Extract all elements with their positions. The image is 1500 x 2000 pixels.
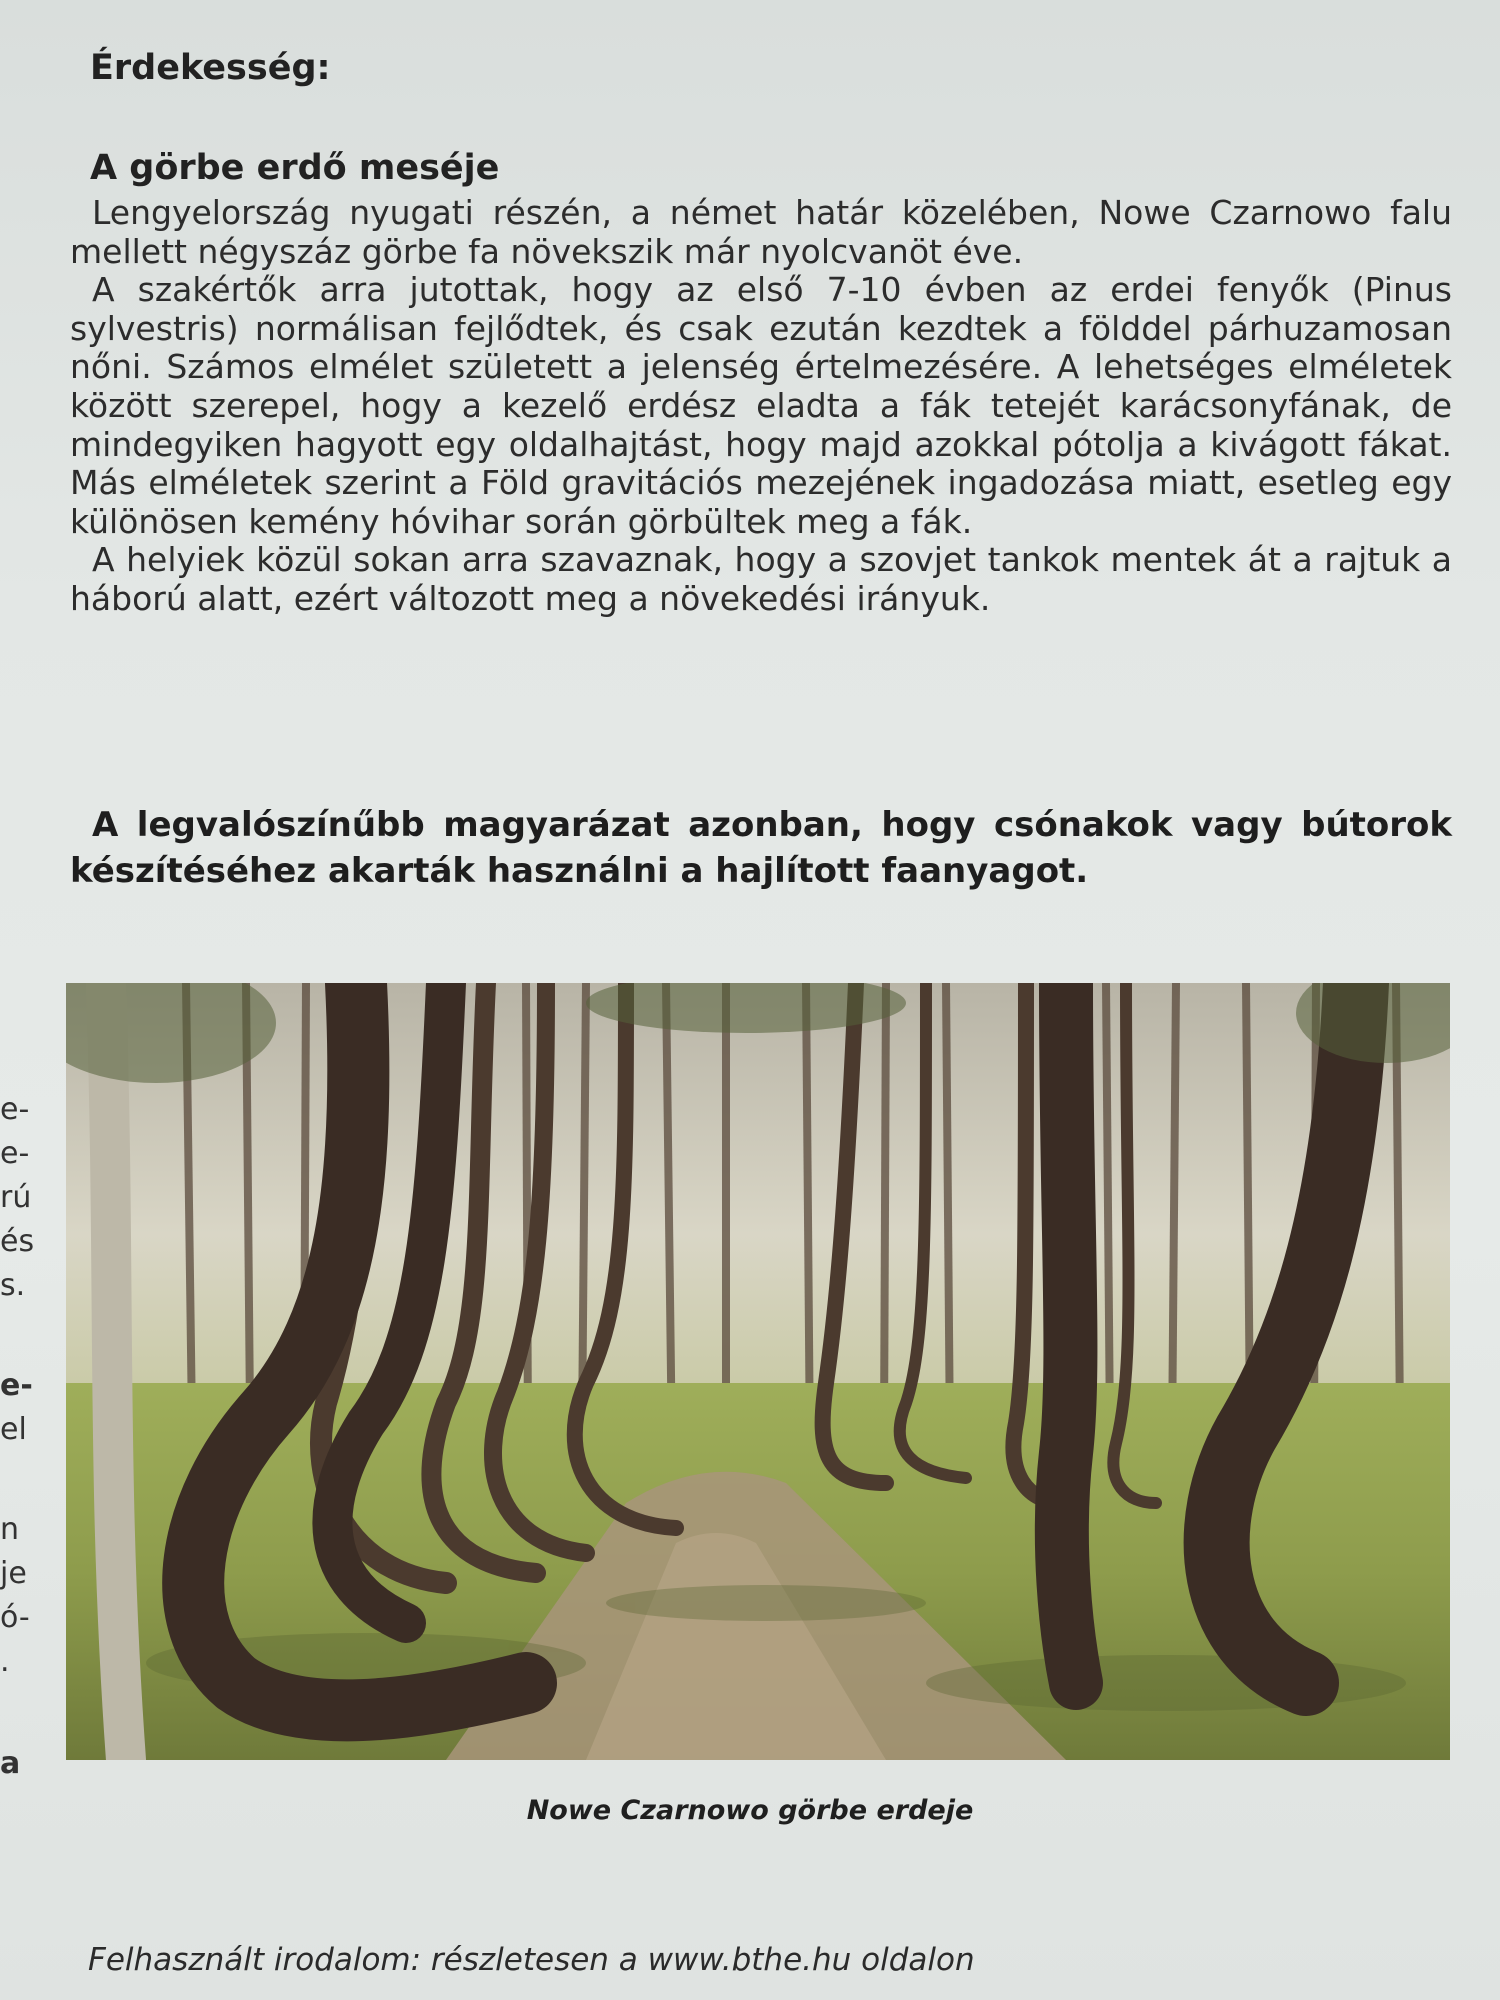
neighbor-column-fragments-low — [0, 1508, 40, 1684]
paragraph-locals: A helyiek közül sokan arra szavaznak, hogy a szovjet tankok mentek át a rajtuk a háború alatt, ezért változott meg a növekedési irányuk. — [70, 540, 1452, 618]
neighbor-column-fragments-mid — [0, 1364, 40, 1452]
fragment: e- — [0, 1092, 30, 1127]
fragment: ó- — [0, 1600, 30, 1635]
neighbor-column-fragment-bottom — [0, 1742, 40, 1786]
emphasis-paragraph: A legvalószínűbb magyarázat azonban, hogy csónakok vagy bútorok készítéséhez akarták használni a hajlított faanyagot. — [70, 805, 1452, 891]
article-body — [70, 194, 1452, 619]
crooked-forest-illustration — [66, 983, 1450, 1760]
fragment: n — [0, 1512, 20, 1547]
paragraph-theories: A szakértők arra jutottak, hogy az első 7-10 évben az erdei fenyők (Pinus sylvestris) normálisan fejlődtek, és csak ezután kezdtek a földdel párhuzamosan nőni. Számos elmélet született a jelenség értelmezésére. A lehetséges elméletek között szerepel, hogy a kezelő erdész eladta a fák tetejét karácsonyfának, de mindegyiken hagyott egy oldalhajtást, hogy majd azokkal pótolja a kivágott fákat. Más elméletek szerint a Föld gravitációs mezejének ingadozása miatt, esetleg egy különösen kemény hóvihar során görbültek meg a fák. — [70, 270, 1452, 541]
section-heading: Érdekesség: — [90, 48, 331, 88]
fragment: el — [0, 1412, 27, 1447]
fragment: e- — [0, 1136, 30, 1171]
fragment: rú — [0, 1180, 32, 1215]
fragment: . — [0, 1644, 10, 1679]
neighbor-column-fragments-top — [0, 1088, 40, 1308]
photo-caption: Nowe Czarnowo görbe erdeje — [526, 1795, 974, 1826]
fragment: a — [0, 1746, 21, 1781]
paragraph-intro: Lengyelország nyugati részén, a német határ közelében, Nowe Czarnowo falu mellett négyszáz görbe fa növekszik már nyolcvanöt éve. — [70, 193, 1452, 271]
references-footer: Felhasznált irodalom: részletesen a www.bthe.hu oldalon — [88, 1942, 975, 1978]
forest-photo — [66, 983, 1450, 1760]
fragment: je — [0, 1556, 27, 1591]
fragment: e- — [0, 1368, 33, 1403]
fragment: s. — [0, 1268, 26, 1303]
article-title: A görbe erdő meséje — [90, 148, 500, 188]
fragment: és — [0, 1224, 35, 1259]
